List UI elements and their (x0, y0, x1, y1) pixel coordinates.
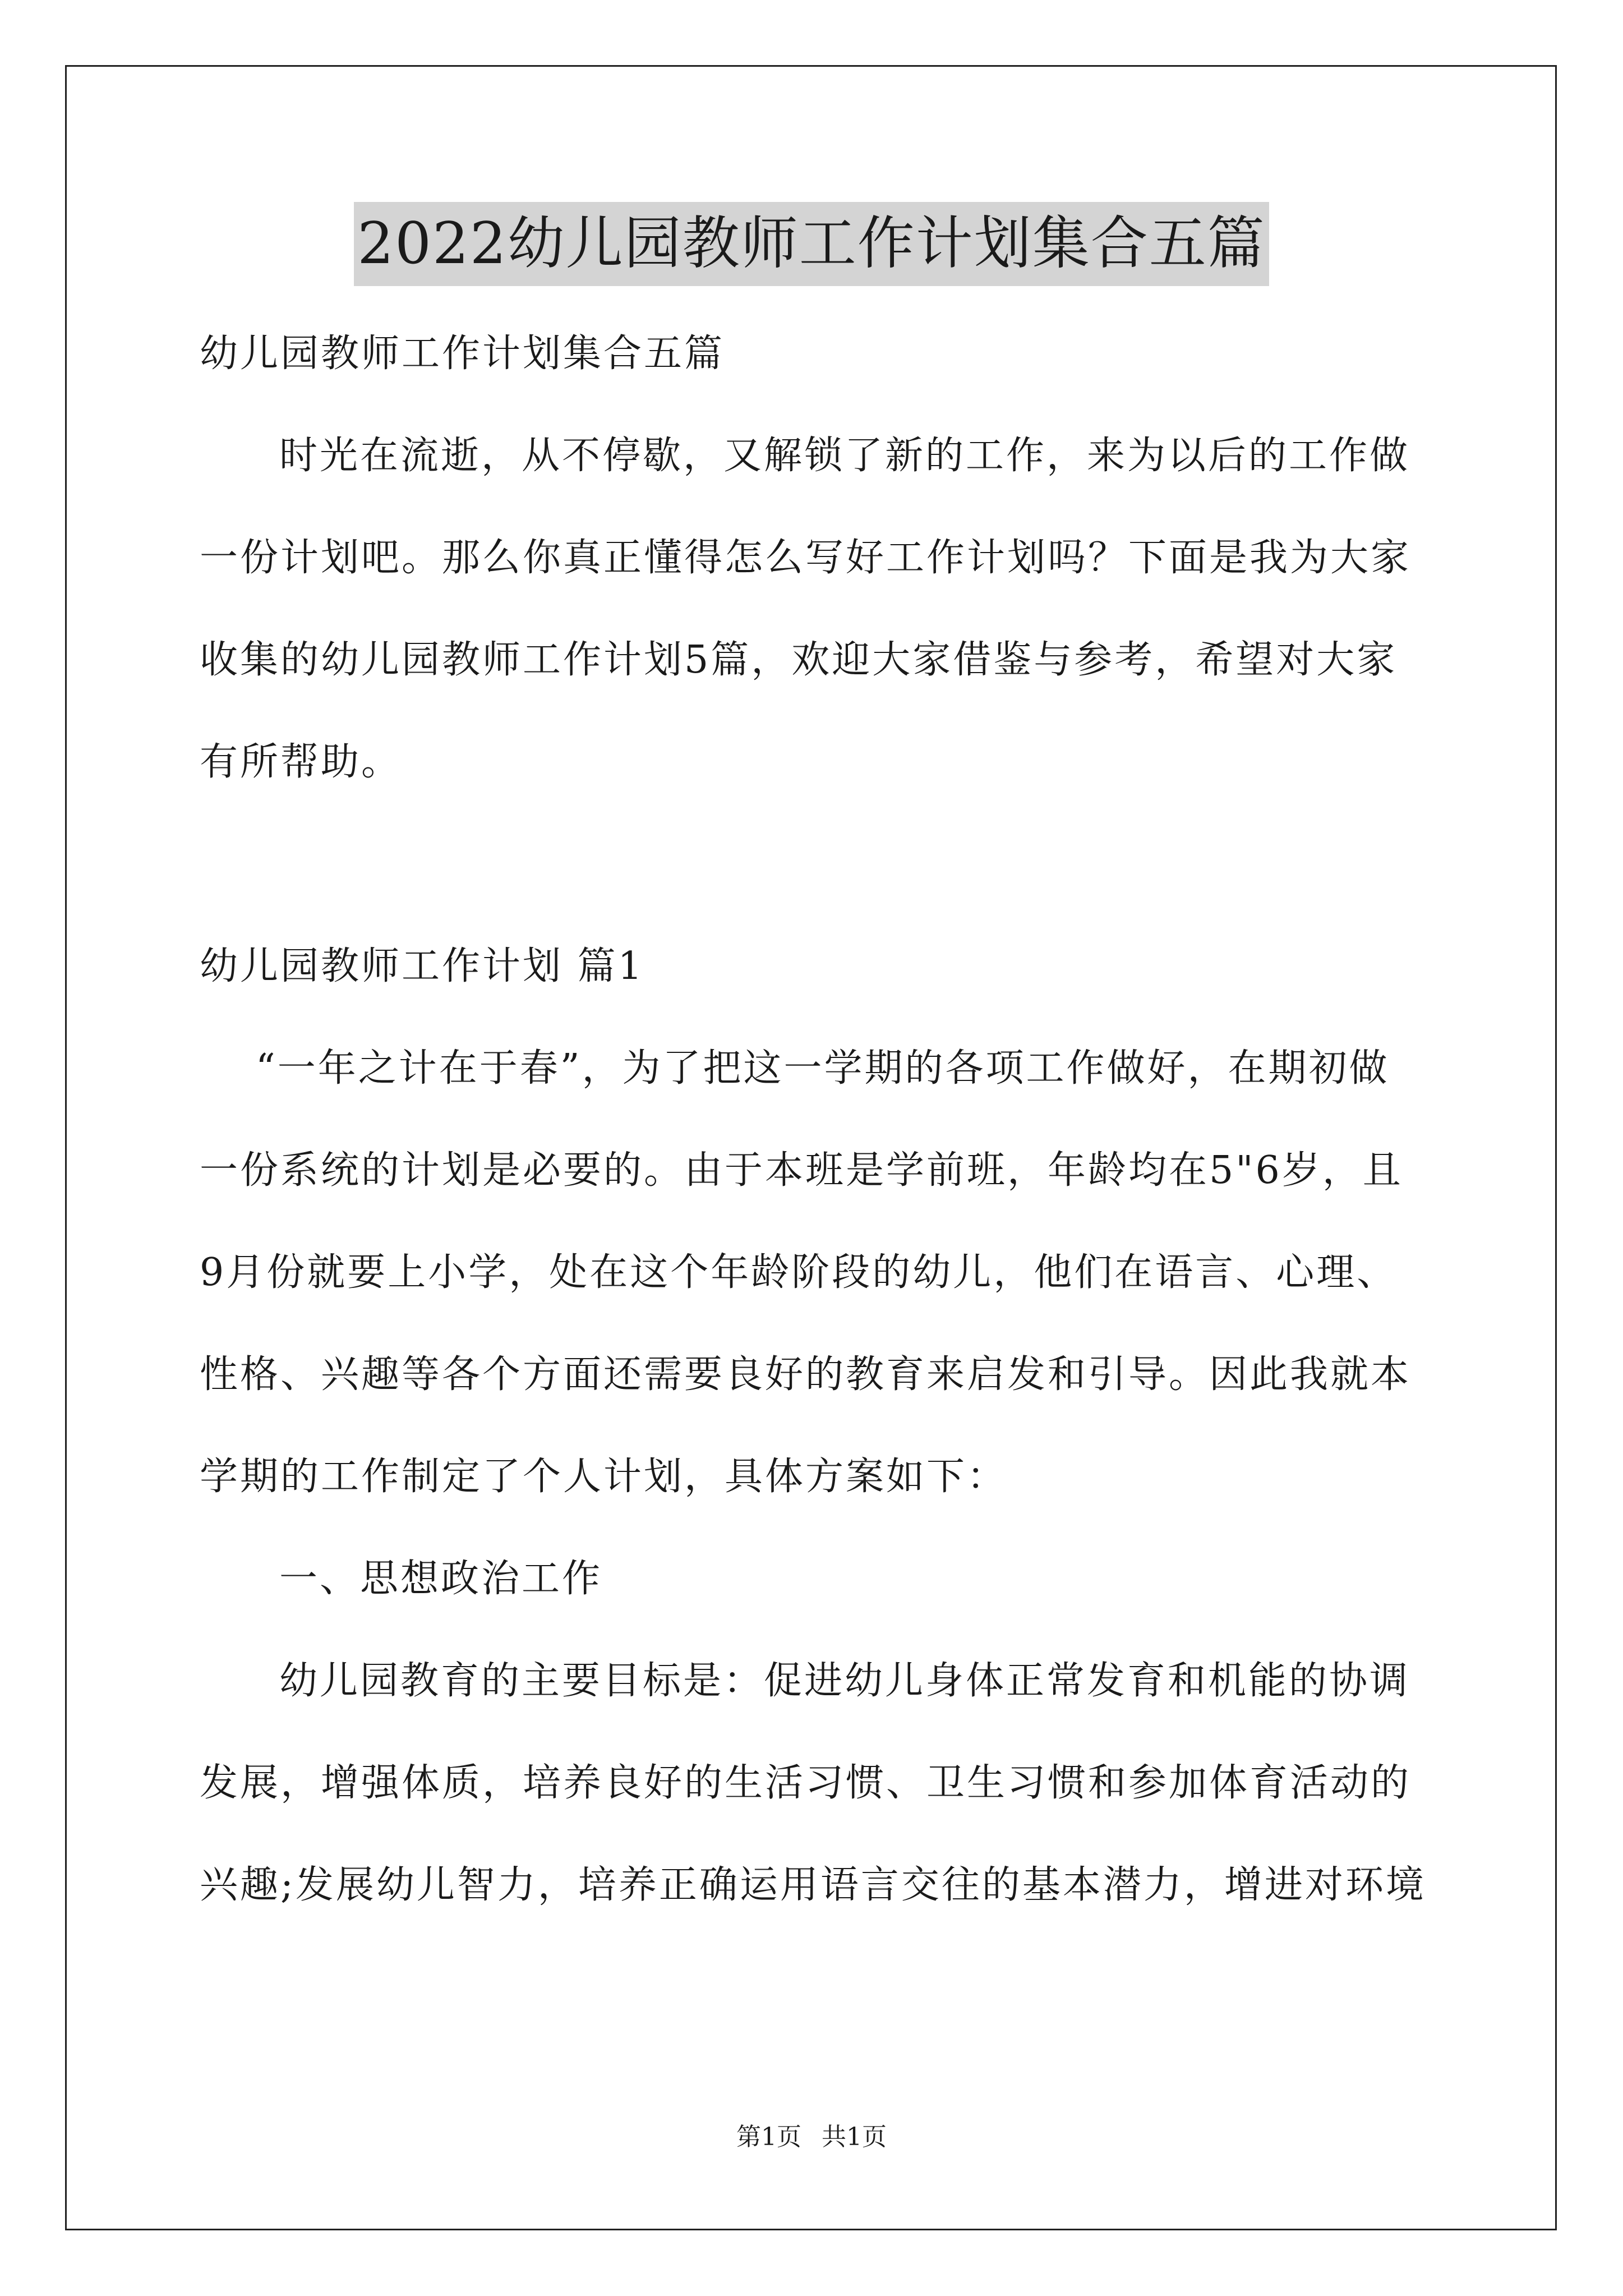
goal-line: 兴趣;发展幼儿智力，培养正确运用语言交往的基本潜力，增进对环境 (200, 1863, 1426, 1907)
section-line: 9月份就要上小学，处在这个年龄阶段的幼儿，他们在语言、心理、 (200, 1250, 1398, 1295)
intro-line: 一份计划吧。那么你真正懂得怎么写好工作计划吗？下面是我为大家 (200, 536, 1412, 580)
goal-line: 发展，增强体质，培养良好的生活习惯、卫生习惯和参加体育活动的 (200, 1761, 1412, 1805)
intro-line: 有所帮助。 (200, 740, 402, 784)
document-body (200, 303, 1433, 1936)
page-total: 共1页 (822, 2123, 887, 2151)
section-line: “一年之计在于春”，为了把这一学期的各项工作做好，在期初做 (256, 1046, 1390, 1091)
document-title: 2022幼儿园教师工作计划集合五篇 (354, 202, 1269, 286)
intro-line: 时光在流逝，从不停歇，又解锁了新的工作，来为以后的工作做 (279, 434, 1410, 478)
page-current: 第1页 (736, 2123, 801, 2151)
title-container (0, 202, 1623, 286)
spacer (200, 813, 1433, 915)
subheading: 一、思想政治工作 (279, 1557, 603, 1601)
intro-line: 收集的幼儿园教师工作计划5篇，欢迎大家借鉴与参考，希望对大家 (200, 638, 1398, 682)
section-line: 学期的工作制定了个人计划，具体方案如下： (200, 1455, 1008, 1499)
page-footer (0, 2120, 1623, 2154)
section-line: 性格、兴趣等各个方面还需要良好的教育来启发和引导。因此我就本 (200, 1352, 1412, 1397)
document-subtitle: 幼儿园教师工作计划集合五篇 (200, 332, 725, 376)
section-heading: 幼儿园教师工作计划 篇1 (200, 944, 644, 988)
section-line: 一份系统的计划是必要的。由于本班是学前班，年龄均在5"6岁，且 (200, 1148, 1403, 1193)
goal-line: 幼儿园教育的主要目标是：促进幼儿身体正常发育和机能的协调 (279, 1659, 1410, 1703)
